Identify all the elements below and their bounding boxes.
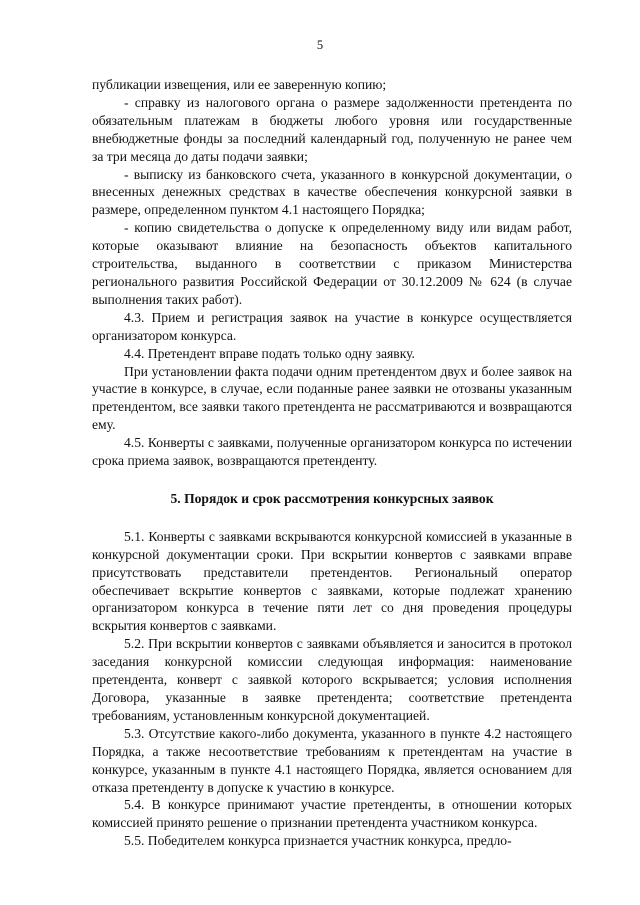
paragraph: 4.3. Прием и регистрация заявок на участие в конкурсе осуществляется организатором конкурса. [92, 309, 572, 343]
list-item: - выписку из банковского счета, указанного в конкурсной документации, о внесенных денежных средствах в качестве обеспечения конкурсной заявки в размере, определенном пунктом 4.1 настоящего Порядка; [92, 166, 572, 218]
document-body [92, 76, 572, 850]
paragraph: публикации извещения, или ее заверенную копию; [92, 77, 387, 92]
list-item: - копию свидетельства о допуске к определенному виду или видам работ, которые оказывают влияние на безопасность объектов капитального строительства, выданного в соответствии с приказом Министерства регионального развития Российской Федерации от 30.12.2009 № 624 (в случае выполнения таких работ). [92, 220, 572, 307]
paragraph: 5.5. Победителем конкурса признается участник конкурса, предло- [124, 833, 512, 849]
paragraph: 5.1. Конверты с заявками вскрываются конкурсной комиссией в указанные в конкурсной документации сроки. При вскрытии конвертов с заявками вправе присутствовать представители претендентов. Региональный оператор обеспечивает вскрытие конвертов с заявками, которые подлежат хранению организатором конкурса в течение пяти лет со дня проведения процедуры вскрытия конвертов с заявками. [92, 528, 572, 634]
paragraph: 5.4. В конкурсе принимают участие претенденты, в отношении которых комиссией принято решение о признании претендента участником конкурса. [92, 797, 572, 831]
paragraph: 5.2. При вскрытии конвертов с заявками объявляется и заносится в протокол заседания конкурсной комиссии следующая информация: наименование претендента, конверт с заявкой которого вскрывается; условия исполнения Договора, указанные в заявке претендента; соответствие претендента требованиям, установленным конкурсной документацией. [92, 636, 572, 723]
paragraph: 5.3. Отсутствие какого-либо документа, указанного в пункте 4.2 настоящего Порядка, а также несоответствие требованиям к претендентам на участие в конкурсе, указанным в пункте 4.1 настоящего Порядка, является основанием для отказа претенденту в допуске к участию в конкурсе. [92, 725, 572, 795]
section-heading: 5. Порядок и срок рассмотрения конкурсных заявок [170, 490, 494, 506]
list-item: - справку из налогового органа о размере задолженности претендента по обязательным платежам в бюджеты любого уровня или государственные внебюджетные фонды за последний календарный год, полученную не ранее чем за три месяца до даты подачи заявки; [92, 94, 572, 164]
page-number: 5 [316, 38, 324, 52]
paragraph: 4.4. Претендент вправе подать только одну заявку. [124, 345, 415, 361]
paragraph: При установлении факта подачи одним претендентом двух и более заявок на участие в конкурсе, в случае, если поданные ранее заявки не отозваны указанным претендентом, все заявки такого претендента не рассматриваются и возвращаются ему. [92, 363, 572, 433]
paragraph: 4.5. Конверты с заявками, полученные организатором конкурса по истечении срока приема заявок, возвращаются претенденту. [92, 435, 572, 469]
